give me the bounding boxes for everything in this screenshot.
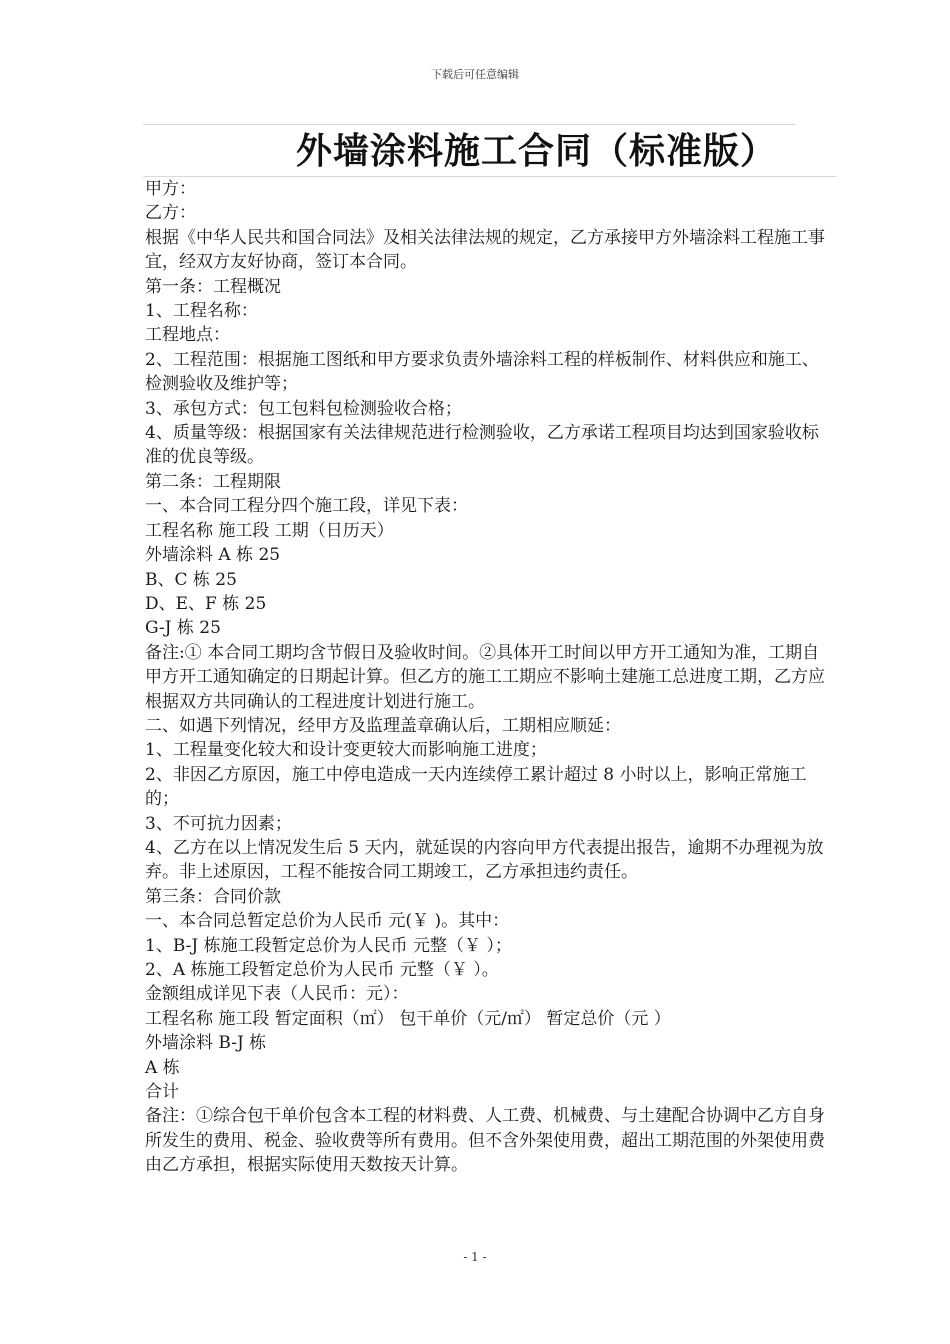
clause-line: 2、工程范围：根据施工图纸和甲方要求负责外墙涂料工程的样板制作、材料供应和施工、检测验收及维护等；: [145, 349, 819, 395]
clause-line: 2、非因乙方原因，施工中停电造成一天内连续停工累计超过 8 小时以上，影响正常施工的；: [145, 764, 807, 810]
note-paragraph: 备注：①综合包干单价包含本工程的材料费、人工费、机械费、与土建配合协调中乙方自身所发生的费用、税金、验收费等所有费用。但不含外架使用费，超出工期范围的外架使用费由乙方承担，根据实际使用天数按天计算。: [145, 1106, 825, 1176]
clause-line: 二、如遇下列情况，经甲方及监理盖章确认后，工期相应顺延：: [145, 715, 621, 736]
section-heading: 第二条：工程期限: [145, 471, 281, 492]
clause-line: 1、工程量变化较大和设计变更较大而影响施工进度；: [145, 740, 547, 761]
schedule-table-row: B、C 栋 25: [145, 569, 237, 590]
document-title: 外墙涂料施工合同（标准版）: [296, 130, 778, 172]
section-heading: 第一条：工程概况: [145, 276, 281, 297]
note-paragraph: 备注:① 本合同工期均含节假日及验收时间。②具体开工时间以甲方开工通知为准，工期自甲方开工通知确定的日期起计算。但乙方的施工工期应不影响土建施工总进度工期，乙方应根据双方共同确认的工程进度计划进行施工。: [145, 642, 825, 712]
clause-line: 金额组成详见下表（人民币：元）：: [145, 984, 409, 1005]
section-heading: 第三条：合同价款: [145, 886, 281, 907]
price-table-row: A 栋: [145, 1057, 180, 1078]
schedule-table-row: D、E、F 栋 25: [145, 593, 267, 614]
clause-line: 2、A 栋施工段暂定总价为人民币 元整（￥ ）。: [145, 960, 499, 980]
clause-line: 3、承包方式：包工包料包检测验收合格；: [145, 398, 462, 419]
clause-line: 4、乙方在以上情况发生后 5 天内，就延误的内容向甲方代表提出报告，逾期不办理视为放弃。非上述原因，工程不能按合同工期竣工，乙方承担违约责任。: [145, 837, 824, 883]
schedule-table-row: G-J 栋 25: [145, 618, 221, 639]
schedule-table-row: 外墙涂料 A 栋 25: [145, 545, 281, 566]
header-divider: [143, 124, 795, 125]
clause-line: 1、工程名称：: [145, 301, 258, 322]
document-body: [145, 177, 835, 1178]
clause-line: 工程地点：: [145, 325, 230, 346]
party-b-line: 乙方：: [145, 203, 196, 224]
clause-line: 一、本合同工程分四个施工段，详见下表：: [145, 496, 468, 517]
price-table-row: 合计: [145, 1082, 179, 1103]
page-header: 下载后可任意编辑: [431, 68, 519, 81]
party-a-line: 甲方：: [145, 179, 196, 199]
clause-line: 3、不可抗力因素；: [145, 813, 292, 834]
price-table-header: 工程名称 施工段 暂定面积（㎡） 包干单价（元/㎡） 暂定总价（元 ）: [145, 1008, 671, 1029]
clause-line: 一、本合同总暂定总价为人民币 元(￥ )。其中：: [145, 911, 510, 932]
page-number: - 1 -: [463, 1250, 487, 1264]
schedule-table-header: 工程名称 施工段 工期（日历天）: [145, 520, 394, 541]
clause-line: 4、质量等级：根据国家有关法律规范进行检测验收，乙方承诺工程项目均达到国家验收标准的优良等级。: [145, 423, 819, 468]
price-table-row: 外墙涂料 B-J 栋: [145, 1033, 267, 1054]
preamble-paragraph: 根据《中华人民共和国合同法》及相关法律法规的规定，乙方承接甲方外墙涂料工程施工事宜，经双方友好协商，签订本合同。: [145, 227, 825, 273]
clause-line: 1、B-J 栋施工段暂定总价为人民币 元整（￥ ）；: [145, 935, 512, 956]
